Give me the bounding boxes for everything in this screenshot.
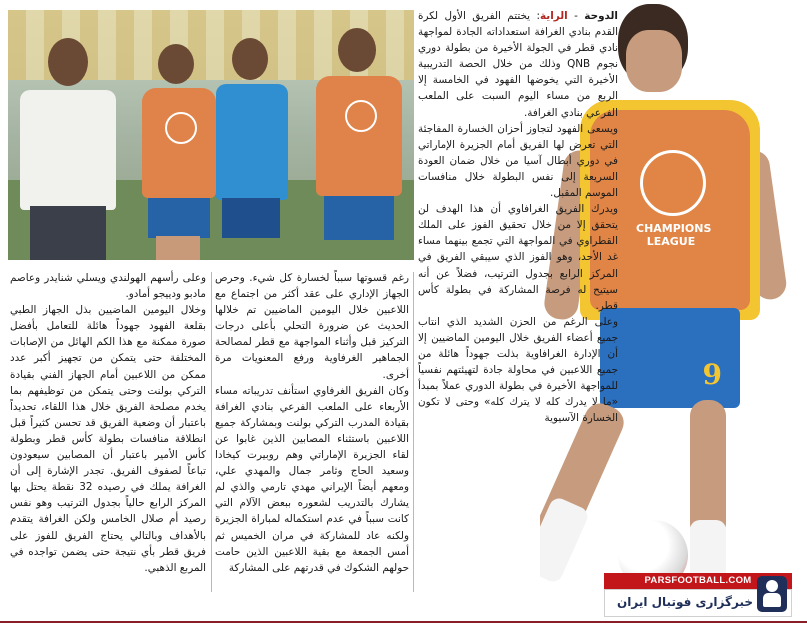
article-column-2 [215, 270, 409, 576]
bib-text: CHAMPIONS LEAGUE [636, 222, 712, 248]
site-url: PARSFOOTBALL.COM [604, 573, 792, 589]
player-leg [690, 400, 726, 540]
dateline-source: الراية [540, 10, 568, 22]
coach-figure [12, 38, 122, 260]
player-face [626, 30, 682, 92]
article-paragraph: ويسعى الفهود لتجاوز أحزان الخسارة المفاجئة التي تعرض لها الفريق أمام الجزيرة الإماراتي في دوري أبطال آسيا من خلال ضمان العودة السريعة إلى نفس البطولة خلال منافسات الموسم المقبل. [418, 122, 618, 200]
badge-panel [604, 589, 792, 617]
site-watermark [604, 573, 792, 619]
shorts-number: 9 [702, 358, 722, 391]
player-shorts [600, 308, 740, 408]
bottom-border [0, 621, 807, 623]
article-paragraph: الدوحة - الراية: يختتم الفريق الأول لكرة القدم بنادي الغرافة استعداداته الجادة لمواجهة نادي قطر في الجولة الأخيرة من بطولة دوري نجوم QNB وذلك من خلال الحصة التدريبية الأخيرة التي يخوضها الفهود في الخامسة إلا الربع من مساء اليوم السبت على الملعب الفرعي بنادي الغرافة. [418, 10, 618, 119]
article-paragraph: رغم قسوتها سبباً لخسارة كل شيء. وحرص الجهاز الإداري على عقد أكثر من اجتماع مع اللاعبين خلال اليومين الماضيين تم خلالها الحديث عن ضرورة التحلي بأعلى درجات التركيز قبل وأثناء المواجهة مع قطر لمصالحة الجماهير الغرفاوية ورفع المعنويات مرة أخرى. [215, 272, 409, 381]
training-photo [8, 10, 414, 260]
article-column-3 [10, 270, 206, 576]
article-paragraph: ويدرك الفريق الغرافاوي أن هذا الهدف لن يتحقق إلا من خلال تحقيق الفوز على الملك القطراوي في المواجهة التي تجمع بينهما مساء غد الأحد، وهو الفوز الذي سيبقي الفريق في المركز الرابع بجدول الترتيب، فضلاً عن أنه سيتيح له فرصة المشاركة في بطولة كأس قطر. [418, 203, 618, 312]
player-figure-2 [208, 38, 294, 260]
article-paragraph: وكان الفريق الغرفاوي استأنف تدريباته مساء الأربعاء على الملعب الفرعي بنادي الغرافة بقيادة المدرب التركي بولنت وبمشاركة جميع اللاعبين باستثناء المصابين الذين غابوا عن لقاء الجزيرة الإماراتي وهم روبيرت كيخادا وسعيد الحاج وثامر جمال والمهدي علي، ومعهم أيضاً الإيراني مهدي تارمي والذي لم يشارك بالتدريب لشعوره ببعض الآلام التي كانت سبباً في عدم استكماله لمباراة الجزيرة ولكنه عاد للمشاركة في مران الخميس ثم أمس الجمعة مع بقية اللاعبين الذين حامت حولهم الشكوك في قدرتهم على المشاركة [215, 384, 409, 574]
column-divider [413, 272, 414, 592]
football-player-icon [757, 576, 787, 612]
article-paragraph: وعلى رأسهم الهولندي ويسلي شنايدر وعاصم مادبو ودييجو أمادو. [10, 272, 206, 301]
article-column-1 [418, 8, 618, 426]
article-paragraph: وعلى الرغم من الحزن الشديد الذي انتاب جميع أعضاء الفريق خلال اليومين الماضيين إلا أن الإدارة الغرافاوية بذلت جهوداً هائلة من جميع اللاعبين في محاولة جادة لتهيئتهم نفسياً للمواجهة الأخيرة في بطولة الدوري عملاً بمبدأ «ما لا يدرك كله لا يترك كله» وحتى لا تكون الخسارة الآسيوية [418, 315, 618, 425]
article-paragraph: وخلال اليومين الماضيين بذل الجهاز الطبي بقلعة الفهود جهوداً هائلة للتعامل بأفضل صورة ممكنة مع هذا الكم الهائل من الإصابات المختلفة حتى يتمكن من تجهيز أكبر عدد ممكن من اللاعبين أمام الجهاز الفني بقيادة التركي بولنت وحتى يتمكن من توظيفهم بما يخدم مصلحة الفريق خلال هذا اللقاء، تحديداً باعتبار أن وضعية الفريق قد تحسن كثيراً قبل انطلاقة منافسات بطولة كأس قطر وبطولة كأس الأمير باعتبار أن المصابين سيعودون تباعاً لصفوف الفريق. تجدر الإشارة إلى أن الغرافة يملك في رصيده 32 نقطة يحتل بها المركز الرابع حالياً بجدول الترتيب وهو نفس رصيد أم صلال الخامس ولكن الغرافة يتقدم بالأهداف وبالتالي يحتاج الفريق للفوز على فريق قطر بأي نتيجة حتى يضمن تواجده في المربع الذهبي. [10, 304, 206, 574]
player-figure-3 [308, 28, 408, 260]
player-sock [540, 495, 591, 584]
dateline-place: الدوحة [584, 10, 618, 22]
column-divider [211, 272, 212, 592]
agency-name: خبرگزاری فوتبال ایران [617, 595, 753, 609]
champions-league-logo [640, 150, 706, 216]
